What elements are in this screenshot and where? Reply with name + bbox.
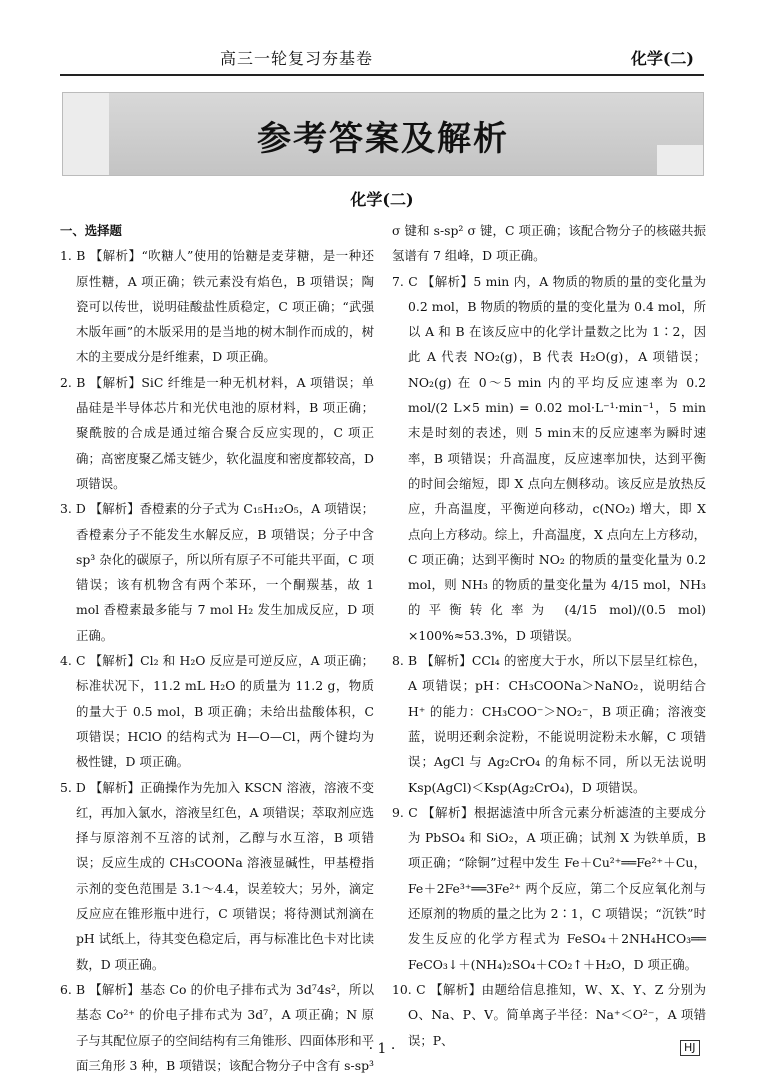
page-number: · 1 ·	[368, 1041, 396, 1057]
header-series-title: 高三一轮复习夯基卷	[220, 49, 374, 68]
right-column	[392, 218, 706, 1053]
page-header	[60, 44, 704, 76]
answer-item-6: 6. B 【解析】基态 Co 的价电子排布式为 3d⁷4s²，所以基态 Co²⁺ 的价电子排布式为 3d⁷，A 项正确；N 原子与其配位原子的空间结构有三角锥形、四面体形和平面三角形 3 种，B 项错误；该配合物分子中含有 s-sp³	[60, 981, 374, 1073]
header-subject: 化学(二)	[630, 49, 694, 68]
answer-item-3: 3. D 【解析】香橙素的分子式为 C₁₅H₁₂O₅，A 项错误；香橙素分子不能发生水解反应，B 项错误；分子中含 sp³ 杂化的碳原子，所以所有原子不可能共平面，C 项错误；该有机物含有两个苯环，一个酮羰基，故 1 mol 香橙素最多能与 7 mol H₂ 发生加成反应，D 项正确。	[60, 501, 374, 643]
answer-item-2: 2. B 【解析】SiC 纤维是一种无机材料，A 项错误；单晶硅是半导体芯片和光伏电池的原材料，B 项正确；聚酰胺的合成是通过缩合聚合反应实现的，C 项正确；高密度聚乙烯支链少，软化温度和密度都较高，D 项错误。	[60, 374, 374, 491]
subject-heading: 化学(二)	[350, 190, 414, 209]
answer-item-8: 8. B 【解析】CCl₄ 的密度大于水，所以下层呈红棕色，A 项错误；pH：CH₃COONa＞NaNO₂，说明结合 H⁺ 的能力：CH₃COO⁻＞NO₂⁻，B 项正确；溶液变蓝，说明还剩余淀粉，不能说明淀粉未水解，C 项错误；AgCl 与 Ag₂CrO₄ 的角标不同，所以无法说明 Ksp(AgCl)＜Ksp(Ag₂CrO₄)，D 项错误。	[392, 653, 706, 795]
left-column	[60, 218, 374, 1078]
answer-item-9: 9. C 【解析】根据滤渣中所含元素分析滤渣的主要成分为 PbSO₄ 和 SiO₂，A 项正确；试剂 X 为铁单质，B 项正确；“除铜”过程中发生 Fe＋Cu²⁺══Fe²⁺＋Cu，Fe＋2Fe³⁺══3Fe²⁺ 两个反应，第二个反应氧化剂与还原剂的物质的量之比为 2∶1，C 项错误；“沉铁”时发生反应的化学方程式为 FeSO₄＋2NH₄HCO₃══ FeCO₃↓＋(NH₄)₂SO₄＋CO₂↑＋H₂O，D 项正确。	[392, 804, 706, 972]
section-heading: 一、选择题	[60, 223, 122, 238]
title-banner	[62, 92, 704, 176]
answer-item-5: 5. D 【解析】正确操作为先加入 KSCN 溶液，溶液不变红，再加入氯水，溶液呈红色，A 项错误；萃取剂应选择与原溶剂不互溶的试剂，乙醇与水互溶，B 项错误；反应生成的 CH₃COONa 溶液显碱性，甲基橙指示剂的变色范围是 3.1～4.4，误差较大；另外，滴定反应应在锥形瓶中进行，C 项错误；将待测试剂滴在 pH 试纸上，待其变色稳定后，再与标准比色卡对比读数，D 项正确。	[60, 779, 374, 972]
answer-item-4: 4. C 【解析】Cl₂ 和 H₂O 反应是可逆反应，A 项正确；标准状况下，11.2 mL H₂O 的质量为 11.2 g，物质的量大于 0.5 mol，B 项正确；未给出盐酸体积，C 项错误；HClO 的结构式为 H—O—Cl，两个键均为极性键，D 项正确。	[60, 653, 374, 770]
answer-item-10: 10. C 【解析】由题给信息推知，W、X、Y、Z 分别为 O、Na、P、V。简单离子半径：Na⁺＜O²⁻，A 项错误；P、	[392, 981, 706, 1048]
banner-title: 参考答案及解析	[257, 119, 509, 159]
answer-item-1: 1. B 【解析】“吹糖人”使用的饴糖是麦芽糖，是一种还原性糖，A 项正确；铁元素没有焰色，B 项错误；陶瓷可以传世，说明硅酸盐性质稳定，C 项正确；“武强木版年画”的木版采用的是当地的树木制作而成的，树木的主要成分是纤维素，D 项正确。	[60, 248, 374, 365]
answer-item-7: 7. C 【解析】5 min 内，A 物质的物质的量的变化量为 0.2 mol，B 物质的物质的量的变化量为 0.4 mol，所以 A 和 B 在该反应中的化学计量数之比为 1∶2，因此 A 代表 NO₂(g)，B 代表 H₂O(g)，A 项错误；NO₂(g) 在 0～5 min 内的平均反应速率为 0.2 mol/(2 L×5 min) = 0.02 mol·L⁻¹·min⁻¹，5 min 末是时刻的表述，则 5 min末的反应速率为瞬时速率，B 项错误；升高温度，反应速率加快，达到平衡的时间会缩短，即 X 点向左侧移动。该反应是放热反应，升高温度，平衡逆向移动，c(NO₂) 增大，即 X 点向上方移动。综上，升高温度，X 点向左上方移动，C 项正确；达到平衡时 NO₂ 的物质的量变化量为 0.2 mol，则 NH₃ 的物质的量变化量为 4/15 mol，NH₃ 的平衡转化率为 (4/15 mol)/(0.5 mol) ×100%≈53.3%，D 项错误。	[392, 273, 706, 643]
answer-item-6-continued: σ 键和 s-sp² σ 键，C 项正确；该配合物分子的核磁共振氢谱有 7 组峰，D 项正确。	[392, 223, 706, 264]
publisher-tag: HJ	[680, 1040, 700, 1056]
